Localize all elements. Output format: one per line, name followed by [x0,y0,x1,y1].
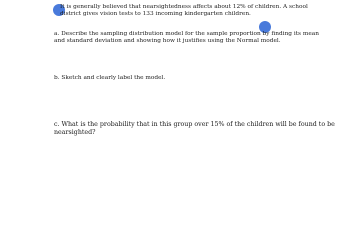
intro-line-2: district gives vision tests to 133 incoming kindergarten children. [60,11,251,18]
question-part-a [54,31,319,45]
part-c-line-1: c. What is the probability that in this group over 15% of the children will be found to be [54,121,335,128]
part-a-line-1: a. Describe the sampling distribution model for the sample proportion by finding its mean [54,31,319,37]
question-part-b [54,75,165,82]
part-b-line: b. Sketch and clearly label the model. [54,75,166,81]
question-part-c [54,121,335,138]
part-a-line-2: and standard deviation and showing how it justifies using the Normal model. [54,38,281,45]
problem-intro [60,4,308,18]
intro-line-1: It is generally believed that nearsightedness affects about 12% of children. A school [60,4,308,10]
part-c-line-2: nearsighted? [54,129,96,137]
